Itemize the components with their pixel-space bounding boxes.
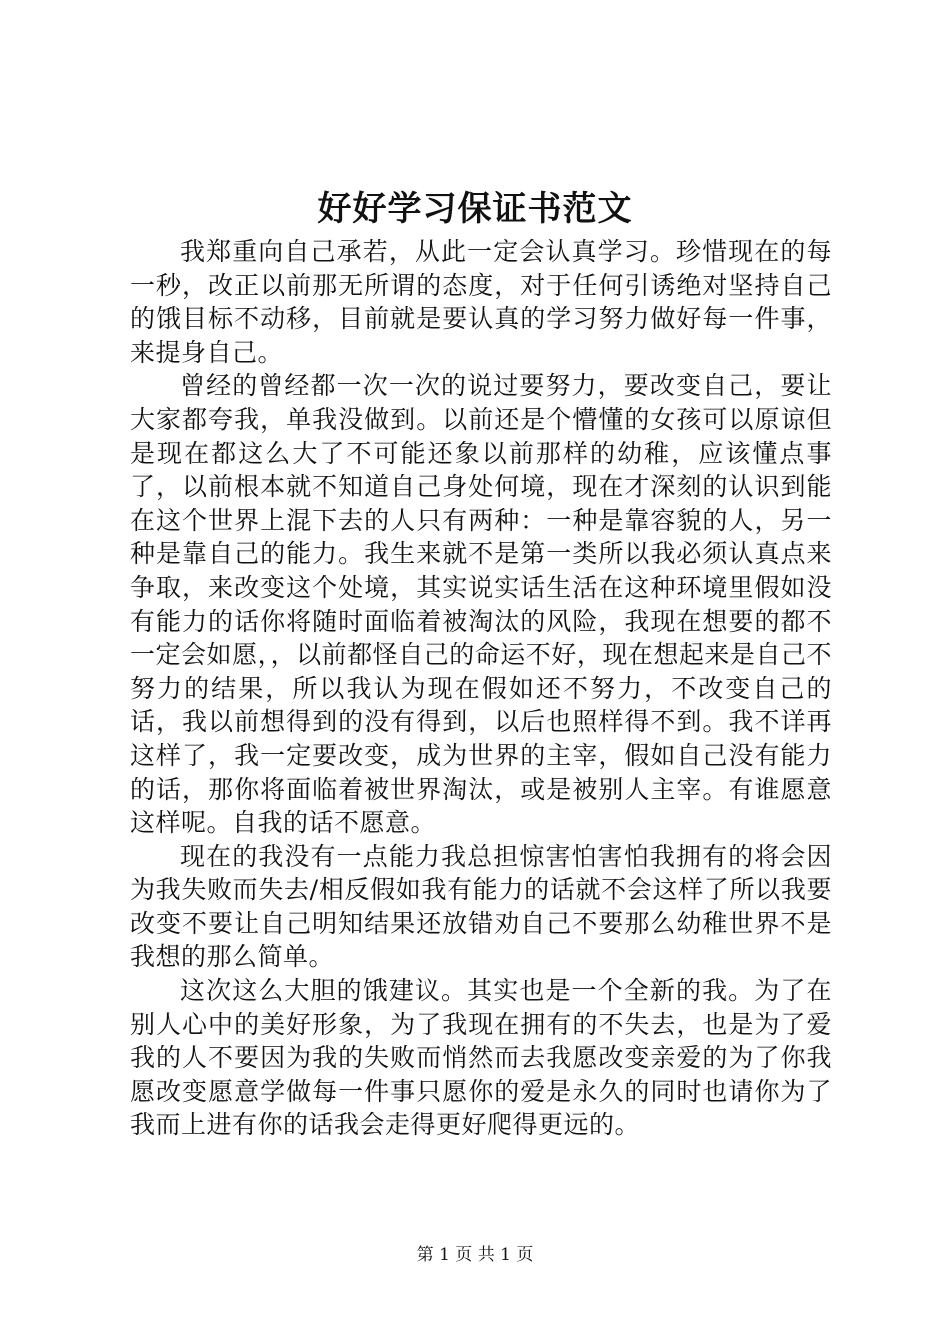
paragraph-3: 现在的我没有一点能力我总担惊害怕害怕我拥有的将会因为我失败而失去/相反假如我有能力的话就不会这样了所以我要改变不要让自己明知结果还放错劝自己不要那么幼稚世界不是我想的那么简单。 bbox=[130, 841, 832, 972]
paragraph-2: 曾经的曾经都一次一次的说过要努力，要改变自己，要让大家都夸我，单我没做到。以前还是个懵懂的女孩可以原谅但是现在都这么大了不可能还象以前那样的幼稚，应该懂点事了，以前根本就不知道自己身处何境，现在才深刻的认识到能在这个世界上混下去的人只有两种：一种是靠容貌的人，另一种是靠自己的能力。我生来就不是第一类所以我必须认真点来争取，来改变这个处境，其实说实话生活在这种环境里假如没有能力的话你将随时面临着被淘汰的风险，我现在想要的都不一定会如愿，，以前都怪自己的命运不好，现在想起来是自己不努力的结果，所以我认为现在假如还不努力，不改变自己的话，我以前想得到的没有得到，以后也照样得不到。我不详再这样了，我一定要改变，成为世界的主宰，假如自己没有能力的话，那你将面临着被世界淘汰，或是被别人主宰。有谁愿意这样呢。自我的话不愿意。 bbox=[130, 371, 832, 838]
paragraph-4: 这次这么大胆的饿建议。其实也是一个全新的我。为了在别人心中的美好形象，为了我现在拥有的不失去，也是为了爱我的人不要因为我的失败而悄然而去我愿改变亲爱的为了你我愿改变愿意学做每一件事只愿你的爱是永久的同时也请你为了我而上进有你的话我会走得更好爬得更远的。 bbox=[130, 976, 832, 1140]
page-number-footer: 第 1 页 共 1 页 bbox=[416, 1245, 534, 1265]
paragraph-1: 我郑重向自己承若，从此一定会认真学习。珍惜现在的每一秒，改正以前那无所谓的态度，对于任何引诱绝对坚持自己的饿目标不动移，目前就是要认真的学习努力做好每一件事，来提身自己。 bbox=[130, 237, 832, 367]
document-body bbox=[130, 235, 832, 1142]
document-title: 好好学习保证书范文 bbox=[317, 189, 633, 229]
